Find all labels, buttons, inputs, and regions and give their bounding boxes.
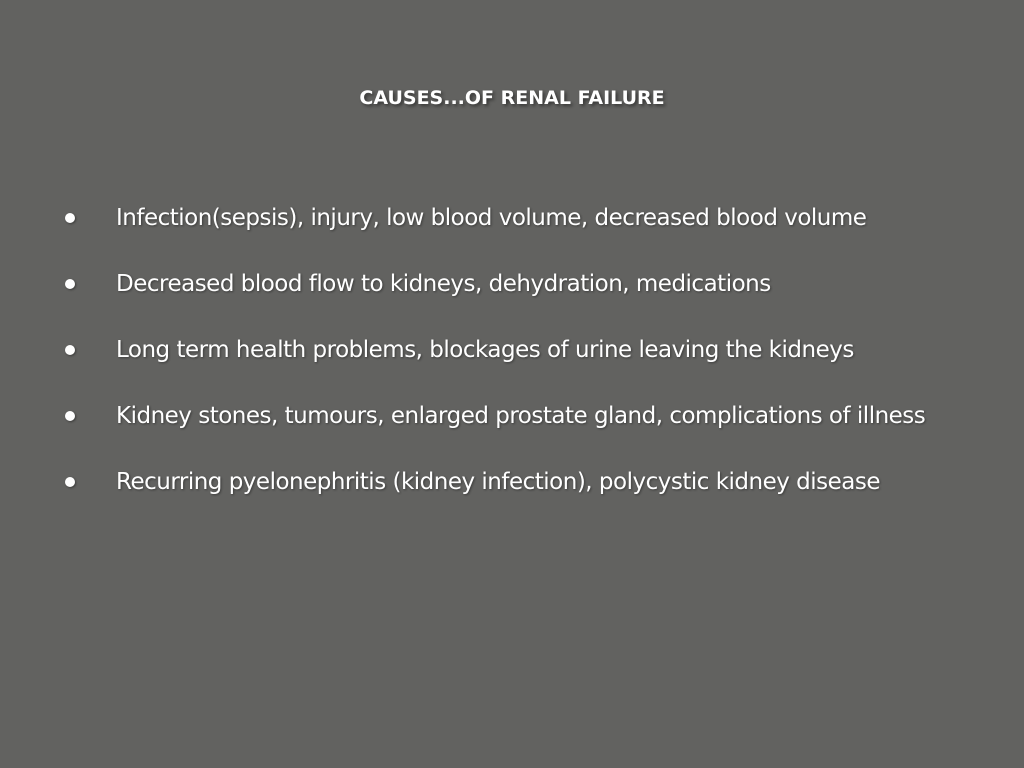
- list-item: [0, 396, 1024, 436]
- bullet-text: Long term health problems, blockages of urine leaving the kidneys: [116, 337, 854, 363]
- bullet-dot-icon: [65, 411, 75, 421]
- bullet-dot-icon: [65, 213, 75, 223]
- bullet-text: Infection(sepsis), injury, low blood volume, decreased blood volume: [116, 205, 867, 231]
- list-item: [0, 462, 1024, 502]
- bullet-text: Decreased blood flow to kidneys, dehydration, medications: [116, 271, 771, 297]
- slide-title: CAUSES...OF RENAL FAILURE: [359, 87, 665, 109]
- list-item: [0, 264, 1024, 304]
- bullet-dot-icon: [65, 345, 75, 355]
- list-item: [0, 198, 1024, 238]
- bullet-text: Recurring pyelonephritis (kidney infection), polycystic kidney disease: [116, 469, 881, 495]
- list-item: [0, 330, 1024, 370]
- bullet-dot-icon: [65, 477, 75, 487]
- bullet-text: Kidney stones, tumours, enlarged prostate gland, complications of illness: [116, 403, 926, 429]
- bullet-dot-icon: [65, 279, 75, 289]
